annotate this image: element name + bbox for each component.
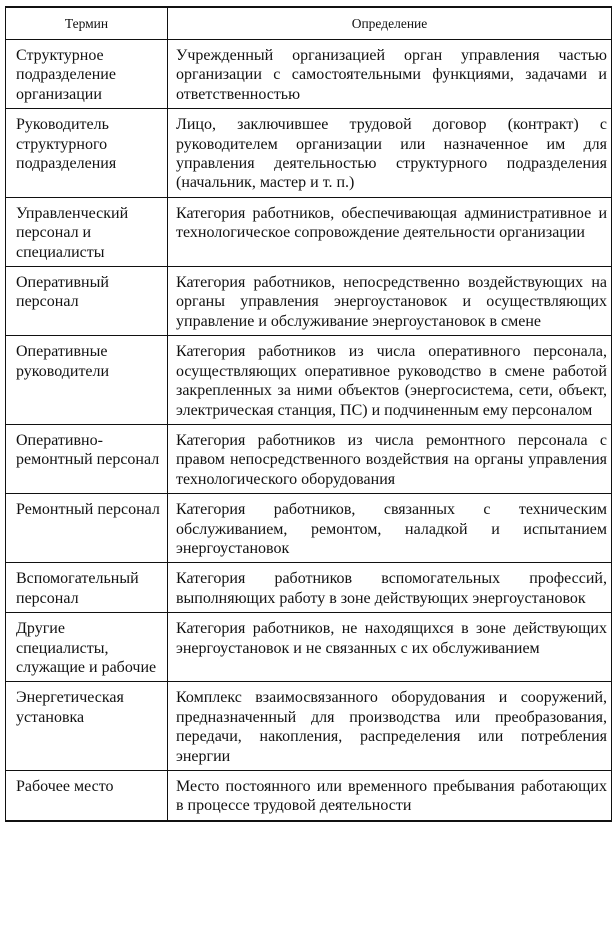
- table-row: [6, 494, 612, 563]
- definition-cell: Категория работников из числа ремонтного персонала с правом непосредственного воздействия на органы управления технологического оборудования: [168, 424, 612, 493]
- table-row: [6, 771, 612, 821]
- table-header-row: [6, 7, 612, 40]
- term-cell: Рабочее место: [6, 771, 168, 821]
- definition-cell: Категория работников вспомогательных профессий, выполняющих работу в зоне действующих энергоустановок: [168, 563, 612, 613]
- term-cell: Управленческий персонал и специалисты: [6, 197, 168, 266]
- term-cell: Оперативные руководители: [6, 336, 168, 425]
- terms-table: [5, 6, 612, 822]
- table-row: [6, 336, 612, 425]
- term-cell: Оперативно-ремонтный персонал: [6, 424, 168, 493]
- term-cell: Руководитель структурного подразделения: [6, 109, 168, 198]
- table-row: [6, 613, 612, 682]
- column-header-definition: Определение: [168, 7, 612, 40]
- table-row: [6, 563, 612, 613]
- term-cell: Оперативный персонал: [6, 267, 168, 336]
- definition-cell: Учрежденный организацией орган управления частью организации с самостоятельными функциями, задачами и ответственностью: [168, 40, 612, 109]
- column-header-term: Термин: [6, 7, 168, 40]
- term-cell: Другие специалисты, служащие и рабочие: [6, 613, 168, 682]
- term-cell: Энергетическая установка: [6, 682, 168, 771]
- table-row: [6, 424, 612, 493]
- definition-cell: Лицо, заключившее трудовой договор (контракт) с руководителем организации или назначенное им для управления деятельностью структурного подразделения (начальник, мастер и т. п.): [168, 109, 612, 198]
- definition-cell: Категория работников, непосредственно воздействующих на органы управления энергоустановок и осуществляющих управление и обслуживание энергоустановок в смене: [168, 267, 612, 336]
- table-row: [6, 682, 612, 771]
- table-row: [6, 40, 612, 109]
- table-row: [6, 197, 612, 266]
- definition-cell: Категория работников, не находящихся в зоне действующих энергоустановок и не связанных с их обслуживанием: [168, 613, 612, 682]
- term-cell: Ремонтный персонал: [6, 494, 168, 563]
- definition-cell: Категория работников, связанных с техническим обслуживанием, ремонтом, наладкой и испытанием энергоустановок: [168, 494, 612, 563]
- table-row: [6, 267, 612, 336]
- table-row: [6, 109, 612, 198]
- definition-cell: Категория работников из числа оперативного персонала, осуществляющих оперативное руководство в смене работой закрепленных за ними объектов (энергосистема, сети, объект, электрическая станция, ПС) и подчиненным ему персоналом: [168, 336, 612, 425]
- definition-cell: Комплекс взаимосвязанного оборудования и сооружений, предназначенный для производства или преобразования, передачи, накопления, распределения или потребления энергии: [168, 682, 612, 771]
- definition-cell: Место постоянного или временного пребывания работающих в процессе трудовой деятельности: [168, 771, 612, 821]
- term-cell: Структурное подразделение организации: [6, 40, 168, 109]
- definition-cell: Категория работников, обеспечивающая административное и технологическое сопровождение деятельности организации: [168, 197, 612, 266]
- term-cell: Вспомогательный персонал: [6, 563, 168, 613]
